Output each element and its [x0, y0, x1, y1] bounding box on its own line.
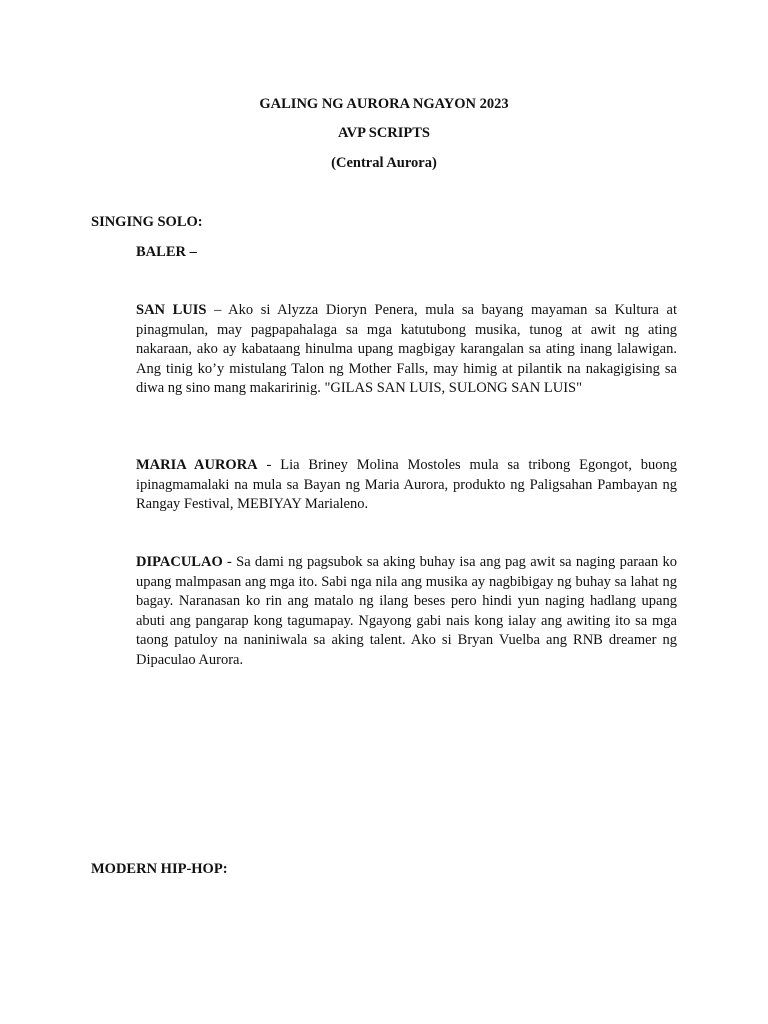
entry-text: – Ako si Alyzza Dioryn Penera, mula sa bayang mayaman sa Kultura at pinagmulan, may pagpapahalaga sa mga katutubong musika, tunog at awit ng ating nakaraan, ako ay kabataang hinulma upang magbigay karangalan sa ating inang lalawigan. Ang tinig ko’y mistulang Talon ng Mother Falls, may himig at pilantik na nakagigising sa diwa ng sino mang makaririnig. "GILAS SAN LUIS, SULONG SAN LUIS": [136, 302, 677, 396]
entry-san-luis: [136, 301, 677, 399]
entry-heading-baler: BALER –: [136, 244, 197, 260]
entry-name: DIPACULAO: [136, 554, 223, 570]
entry-text: - Sa dami ng pagsubok sa aking buhay isa ang pag awit sa naging paraan ko upang malmpasan ang mga ito. Sabi nga nila ang musika ay nagbibigay ng buhay sa lahat ng bagay. Naranasan ko rin ang matalo ng ilang beses pero hindi yun naging hadlang upang abuti ang pangarap kong tagumapay. Ngayong gabi nais kong ialay ang awiting ito sa mga taong patuloy na naniniwala sa aking talent. Ako si Bryan Vuelba ang RNB dreamer ng Dipaculao Aurora.: [136, 554, 677, 668]
document-subtitle: AVP SCRIPTS: [338, 125, 430, 141]
section-heading-modern-hiphop: MODERN HIP-HOP:: [91, 861, 228, 877]
section-heading-singing-solo: SINGING SOLO:: [91, 214, 203, 230]
entry-dipaculao: [136, 553, 677, 670]
entry-text: - Lia Briney Molina Mostoles mula sa tribong Egongot, buong ipinagmamalaki na mula sa Bayan ng Maria Aurora, produkto ng Paligsahan Pambayan ng Rangay Festival, MEBIYAY Marialeno.: [136, 457, 678, 512]
document-region: (Central Aurora): [331, 155, 437, 171]
entry-maria-aurora: [136, 456, 677, 515]
document-title: GALING NG AURORA NGAYON 2023: [259, 96, 509, 112]
entry-name: MARIA AURORA: [136, 457, 258, 473]
entry-name: SAN LUIS: [136, 302, 207, 318]
